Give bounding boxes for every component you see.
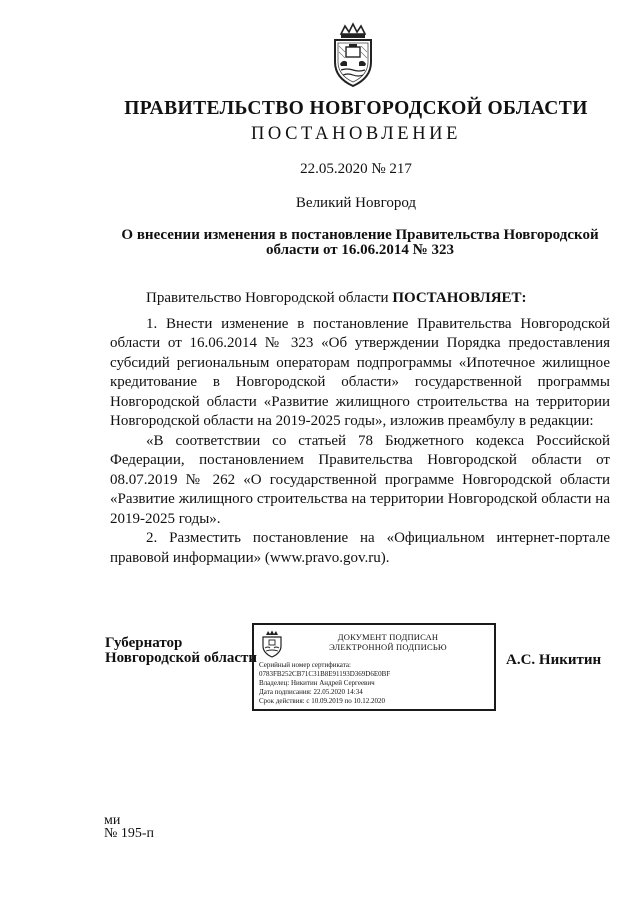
footer-initials: ми: [104, 813, 121, 828]
stamp-header-line: ЭЛЕКТРОННОЙ ПОДПИСЬЮ: [329, 642, 447, 652]
document-date-number: 22.05.2020 № 217: [300, 161, 412, 177]
stamp-header: [288, 632, 488, 652]
signer-position-line: Губернатор: [105, 635, 183, 651]
government-name: ПРАВИТЕЛЬСТВО НОВГОРОДСКОЙ ОБЛАСТИ: [124, 98, 588, 119]
stamp-cert-label: Серийный номер сертификата:: [259, 661, 351, 669]
governor-name: А.С. Никитин: [506, 652, 602, 668]
paragraph-3: 2. Разместить постановление на «Официальном интернет-портале правовой информации» (www.pravo.gov.ru).: [110, 530, 610, 566]
novgorod-coat-of-arms-icon: [325, 20, 381, 90]
paragraph-2: «В соответствии со статьей 78 Бюджетного кодекса Российской Федерации, постановлением Правительства Новгородской области от 08.07.2019 № 262 «О государственной программе Новгородской области «Развитие жилищного строительства на территории Новгородской области на 2019-2025 годы».: [110, 432, 610, 527]
stamp-owner: Владелец: Никитин Андрей Сергеевич: [259, 679, 375, 687]
intro-text: Правительство Новгородской области: [146, 290, 393, 306]
signer-position-line: Новгородской области: [105, 650, 258, 666]
signer-position: [105, 636, 257, 666]
stamp-cert-number: 0783FB252CB71C31B8E91193D369D6E0BF: [259, 670, 391, 678]
document-body: [110, 289, 610, 568]
document-type: ПОСТАНОВЛЕНИЕ: [250, 124, 462, 144]
stamp-signed-date: Дата подписания: 22.05.2020 14:34: [259, 688, 363, 696]
footer-number: № 195-п: [104, 826, 155, 841]
paragraph-1: 1. Внести изменение в постановление Правительства Новгородской области от 16.06.2014 № 323 «Об утверждении Порядка предоставления субсидий региональным операторам подпрограммы «Ипотечное жилищное кредитование в Новгородской области» государственной программы Новгородской области «Развитие жилищного строительства на территории Новгородской области на 2019-2025 годы», изложив преамбулу в редакции:: [110, 315, 610, 429]
stamp-coat-of-arms-icon: [260, 630, 284, 658]
stamp-validity: Срок действия: с 10.09.2019 по 10.12.2020: [259, 697, 385, 705]
document-city: Великий Новгород: [295, 195, 417, 211]
document-title-line: области от 16.06.2014 № 323: [266, 242, 454, 258]
stamp-header-line: ДОКУМЕНТ ПОДПИСАН: [337, 632, 439, 642]
electronic-signature-stamp: [252, 623, 496, 711]
document-title-line: О внесении изменения в постановление Правительства Новгородской: [121, 227, 599, 243]
document-title: [110, 228, 610, 258]
intro-bold-text: ПОСТАНОВЛЯЕТ:: [392, 290, 527, 306]
document-footer: [104, 814, 154, 840]
intro-paragraph: [110, 289, 610, 309]
